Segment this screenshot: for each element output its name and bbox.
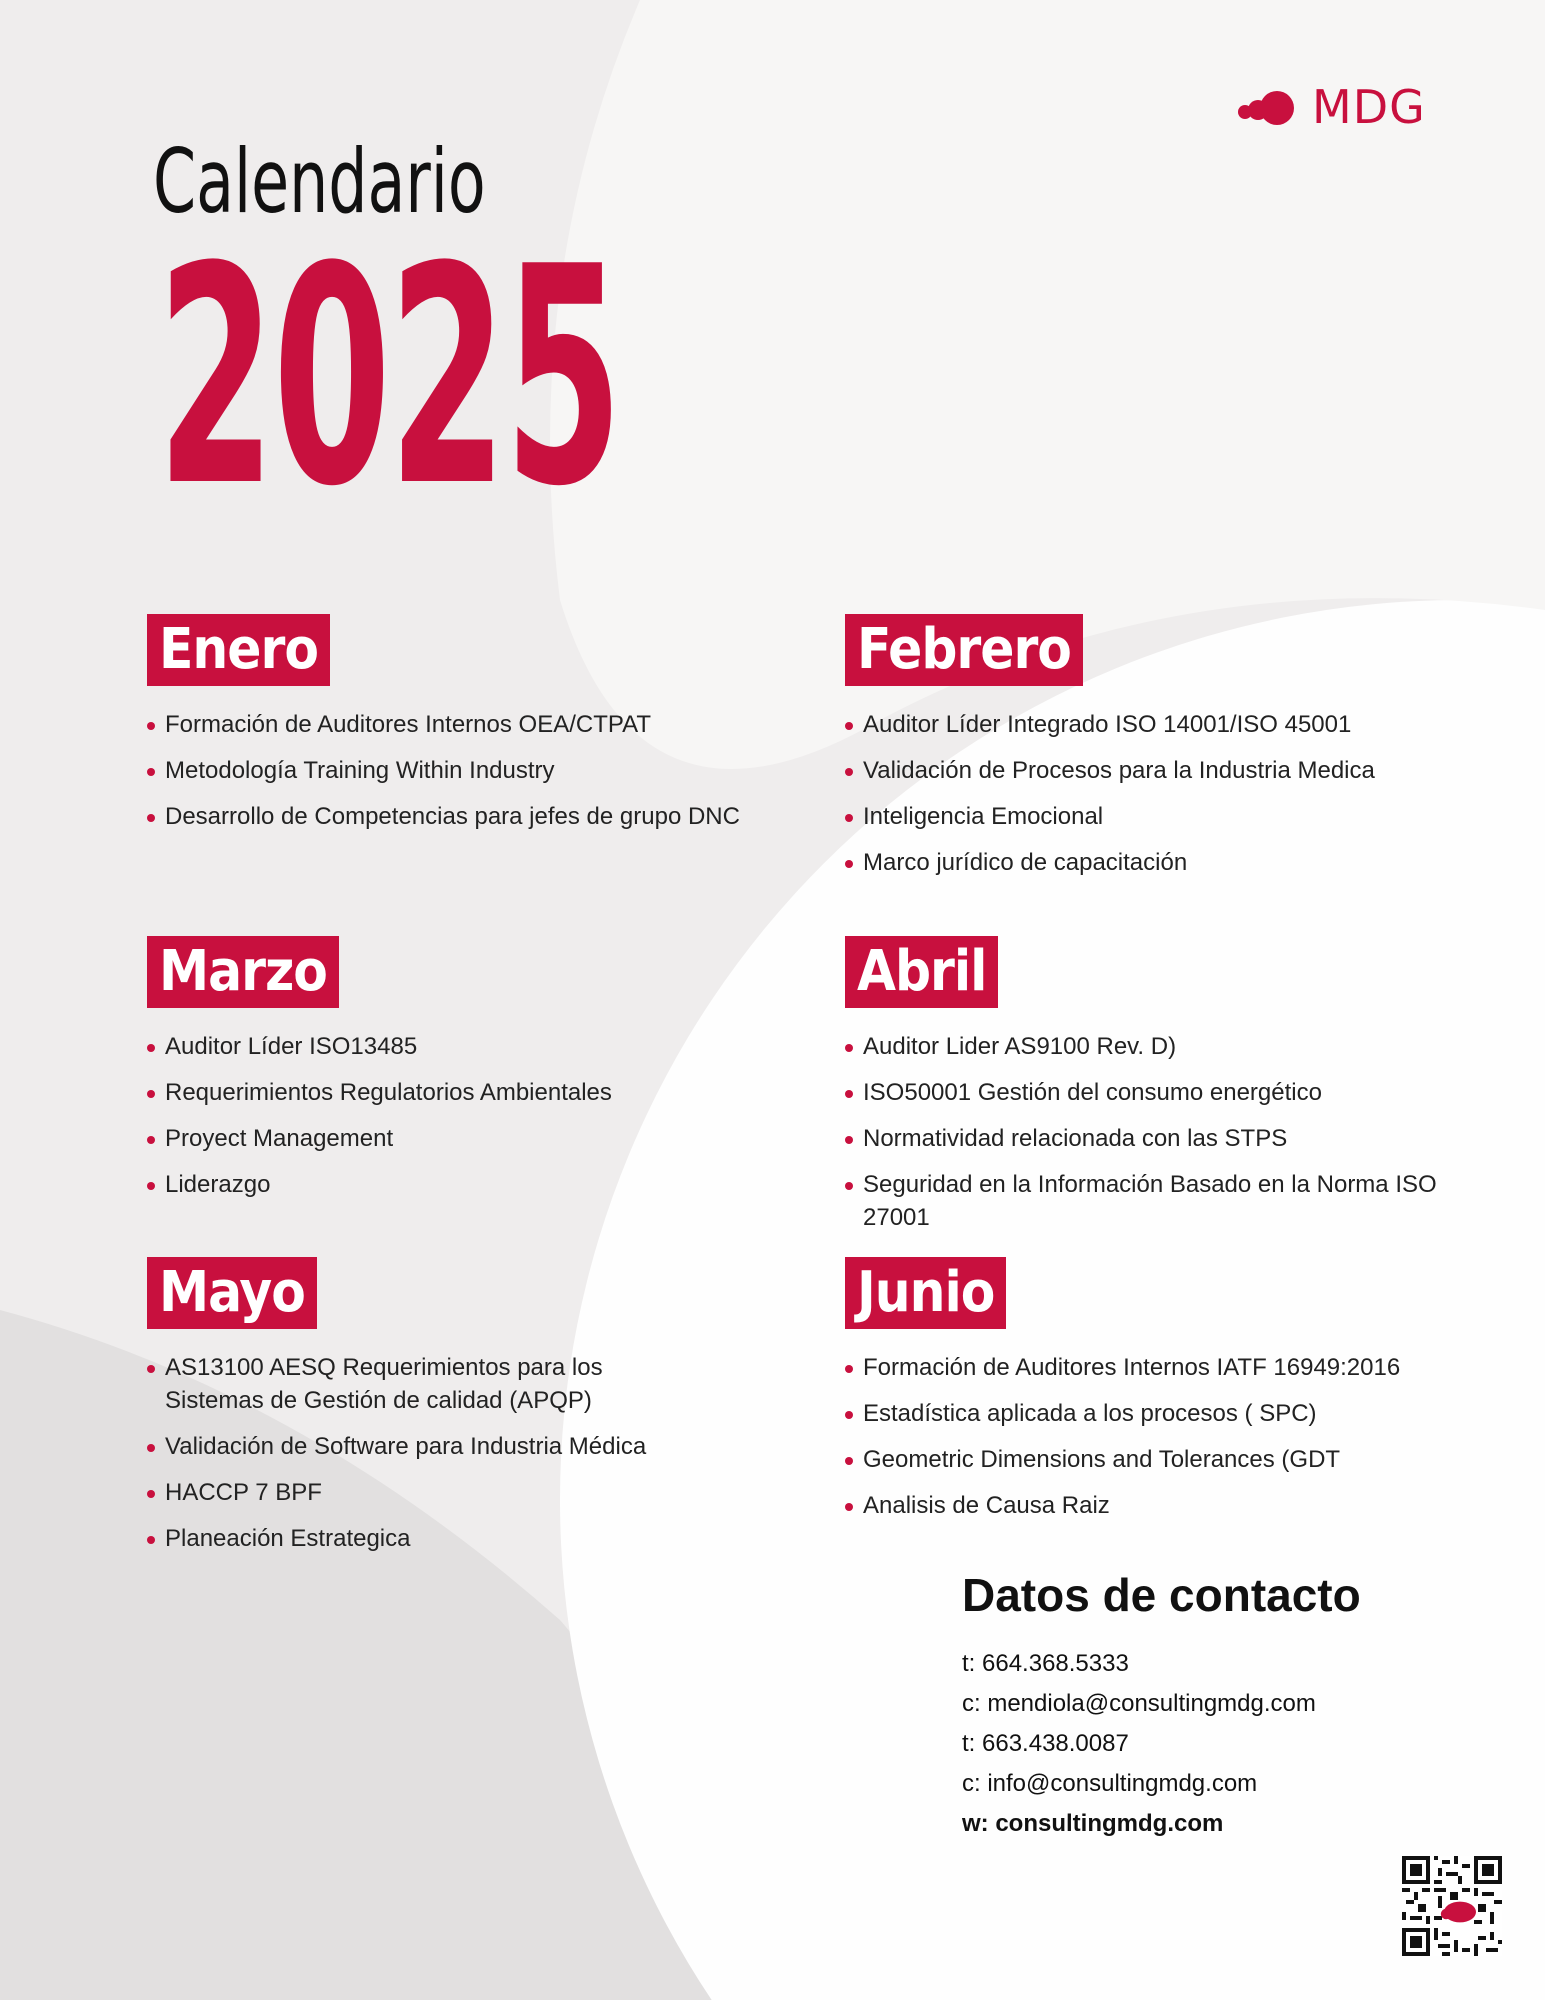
course-item: Seguridad en la Información Basado en la Norma ISO 27001 [845,1168,1465,1234]
month-label: Abril [845,936,998,1008]
course-item: Liderazgo [147,1168,807,1201]
month-label: Mayo [147,1257,317,1329]
course-item: Planeación Estrategica [147,1522,707,1555]
course-list [845,1030,1465,1234]
logo-dots-icon [1238,85,1304,129]
page-title: Calendario [153,130,486,233]
month-label: Febrero [845,614,1083,686]
month-label: Marzo [147,936,339,1008]
course-item: AS13100 AESQ Requerimientos para los Sistemas de Gestión de calidad (APQP) [147,1351,707,1417]
course-item: Auditor Líder Integrado ISO 14001/ISO 45001 [845,708,1465,741]
course-item: HACCP 7 BPF [147,1476,707,1509]
month-block-febrero [845,614,1465,892]
course-list [147,708,807,833]
course-list [147,1030,807,1201]
qr-code-icon[interactable] [1402,1856,1502,1956]
contact-phone-1: t: 664.368.5333 [962,1650,1129,1677]
course-item: Proyect Management [147,1122,807,1155]
course-list [845,1351,1485,1522]
course-item: Analisis de Causa Raiz [845,1489,1485,1522]
year-title: 2025 [157,203,621,552]
course-item: Requerimientos Regulatorios Ambientales [147,1076,807,1109]
contact-email-2[interactable]: c: info@consultingmdg.com [962,1770,1258,1797]
course-item: Marco jurídico de capacitación [845,846,1465,879]
month-label: Junio [845,1257,1006,1329]
course-item: Validación de Procesos para la Industria Medica [845,754,1465,787]
course-list [845,708,1465,879]
month-block-mayo [147,1257,707,1568]
course-item: Estadística aplicada a los procesos ( SPC) [845,1397,1485,1430]
contact-block [962,1568,1361,1844]
course-list [147,1351,707,1555]
course-item: Auditor Lider AS9100 Rev. D) [845,1030,1465,1063]
month-block-junio [845,1257,1485,1535]
course-item: Formación de Auditores Internos IATF 16949:2016 [845,1351,1485,1384]
course-item: Inteligencia Emocional [845,800,1465,833]
contact-phone-2: t: 663.438.0087 [962,1730,1129,1757]
month-block-abril [845,936,1465,1247]
course-item: Formación de Auditores Internos OEA/CTPAT [147,708,807,741]
course-item: Normatividad relacionada con las STPS [845,1122,1465,1155]
month-block-enero [147,614,807,846]
course-item: Validación de Software para Industria Médica [147,1430,707,1463]
contact-email-1[interactable]: c: mendiola@consultingmdg.com [962,1690,1316,1717]
course-item: Metodología Training Within Industry [147,754,807,787]
mdg-logo [1238,80,1426,134]
course-item: Geometric Dimensions and Tolerances (GDT [845,1443,1485,1476]
course-item: ISO50001 Gestión del consumo energético [845,1076,1465,1109]
course-item: Auditor Líder ISO13485 [147,1030,807,1063]
logo-text: MDG [1312,80,1426,134]
contact-title: Datos de contacto [962,1569,1361,1621]
course-item: Desarrollo de Competencias para jefes de grupo DNC [147,800,807,833]
month-label: Enero [147,614,330,686]
month-block-marzo [147,936,807,1214]
contact-website[interactable]: w: consultingmdg.com [962,1810,1224,1837]
